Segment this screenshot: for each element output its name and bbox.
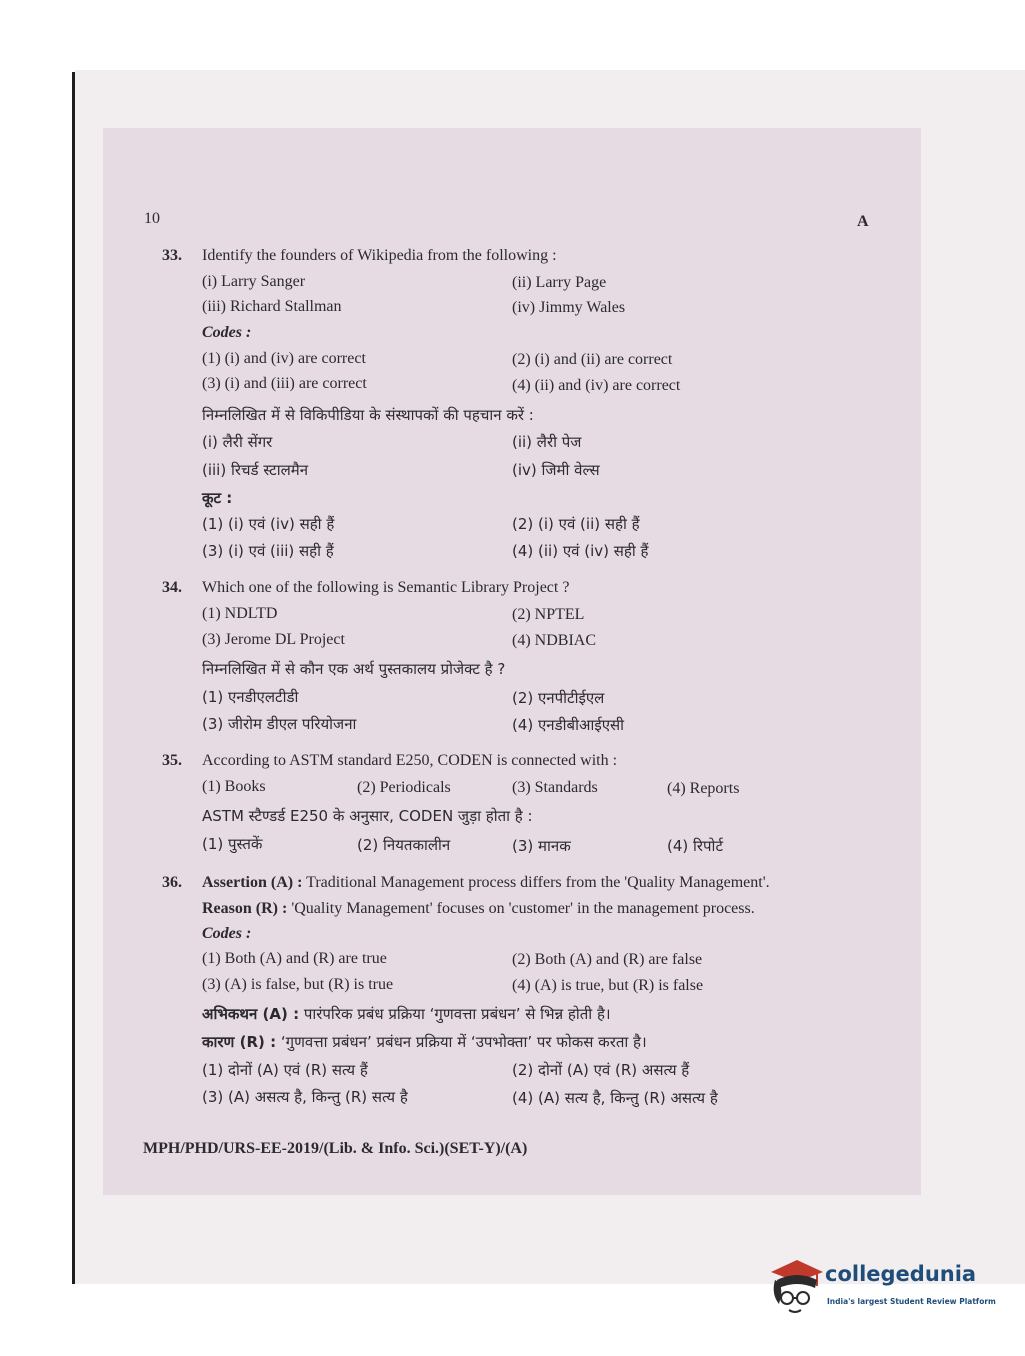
reason-label-hi: कारण (R) :: [202, 1033, 277, 1051]
question-number: 36.: [162, 874, 182, 891]
assertion-text-en: Traditional Management process differs from the 'Quality Management'.: [306, 874, 770, 891]
item-en: (i) Larry Sanger: [202, 273, 306, 290]
option-en: (2) (i) and (ii) are correct: [512, 351, 673, 368]
set-letter: A: [857, 213, 869, 230]
reason-label-en: Reason (R) :: [202, 900, 288, 917]
option-hi: (1) दोनों (A) एवं (R) सत्य हैं: [202, 1061, 368, 1079]
option-hi: (1) (i) एवं (iv) सही हैं: [202, 515, 335, 533]
question-text-hi: निम्नलिखित में से कौन एक अर्थ पुस्तकालय प्रोजेक्ट है ?: [202, 660, 506, 678]
option-en: (4) NDBIAC: [512, 632, 596, 649]
option-hi: (4) रिपोर्ट: [667, 837, 724, 855]
question-number: 35.: [162, 752, 182, 769]
option-hi: (3) मानक: [512, 837, 571, 855]
reason-en: [202, 899, 755, 919]
option-hi: (3) जीरोम डीएल परियोजना: [202, 715, 357, 733]
option-en: (2) Both (A) and (R) are false: [512, 951, 703, 968]
item-en: (ii) Larry Page: [512, 274, 607, 291]
option-hi: (2) नियतकालीन: [357, 836, 451, 854]
option-en: (4) Reports: [667, 780, 740, 797]
option-en: (3) (i) and (iii) are correct: [202, 375, 367, 392]
option-hi: (4) (A) सत्य है, किन्तु (R) असत्य है: [512, 1089, 718, 1107]
assertion-text-hi: पारंपरिक प्रबंध प्रक्रिया ‘गुणवत्ता प्रबंधन’ से भिन्न होती है।: [303, 1005, 611, 1023]
assertion-hi: [202, 1004, 611, 1024]
codes-label-en: Codes :: [202, 925, 252, 942]
option-en: (3) (A) is false, but (R) is true: [202, 976, 394, 993]
option-hi: (2) एनपीटीईएल: [512, 689, 605, 707]
codes-label-hi: कूट :: [202, 489, 233, 507]
option-en: (1) Books: [202, 778, 266, 795]
option-en: (4) (A) is true, but (R) is false: [512, 977, 704, 994]
brand-tagline: India's largest Student Review Platform: [827, 1297, 996, 1306]
option-hi: (2) (i) एवं (ii) सही हैं: [512, 515, 640, 533]
option-hi: (3) (i) एवं (iii) सही हैं: [202, 542, 334, 560]
option-hi: (4) एनडीबीआईएसी: [512, 716, 625, 734]
codes-label-en: Codes :: [202, 324, 252, 341]
assertion-label-hi: अभिकथन (A) :: [202, 1005, 300, 1023]
paper-code: MPH/PHD/URS-EE-2019/(Lib. & Info. Sci.)(SET-Y)/(A): [143, 1140, 528, 1157]
option-en: (4) (ii) and (iv) are correct: [512, 377, 681, 394]
question-text-hi: ASTM स्टैण्डर्ड E250 के अनुसार, CODEN जुड़ा होता है :: [202, 807, 533, 825]
mascot-icon: [765, 1254, 823, 1320]
item-en: (iii) Richard Stallman: [202, 298, 342, 315]
option-hi: (1) एनडीएलटीडी: [202, 688, 299, 706]
option-hi: (4) (ii) एवं (iv) सही हैं: [512, 542, 649, 560]
option-en: (3) Jerome DL Project: [202, 631, 345, 648]
brand-name: collegedunia: [825, 1262, 977, 1286]
item-hi: (ii) लैरी पेज: [512, 433, 582, 451]
question-text-en: Identify the founders of Wikipedia from the following :: [202, 247, 557, 264]
option-en: (1) Both (A) and (R) are true: [202, 950, 387, 967]
option-en: (3) Standards: [512, 779, 598, 796]
reason-hi: [202, 1032, 647, 1052]
item-hi: (iii) रिचर्ड स्टालमैन: [202, 461, 309, 479]
option-hi: (1) पुस्तकें: [202, 835, 263, 853]
question-text-en: According to ASTM standard E250, CODEN is connected with :: [202, 752, 618, 769]
assertion-en: [202, 873, 770, 893]
assertion-label-en: Assertion (A) :: [202, 874, 303, 891]
question-number: 34.: [162, 579, 182, 596]
option-hi: (2) दोनों (A) एवं (R) असत्य हैं: [512, 1061, 690, 1079]
reason-text-hi: ‘गुणवत्ता प्रबंधन’ प्रबंधन प्रक्रिया में ‘उपभोक्ता’ पर फोकस करता है।: [280, 1033, 647, 1051]
option-en: (1) NDLTD: [202, 605, 278, 622]
option-en: (2) Periodicals: [357, 779, 451, 796]
page-number: 10: [144, 210, 160, 227]
item-hi: (i) लैरी सेंगर: [202, 433, 273, 451]
question-text-en: Which one of the following is Semantic Library Project ?: [202, 579, 570, 596]
item-hi: (iv) जिमी वेल्स: [512, 461, 600, 479]
option-en: (2) NPTEL: [512, 606, 585, 623]
collegedunia-logo: [765, 1252, 1005, 1322]
option-hi: (3) (A) असत्य है, किन्तु (R) सत्य है: [202, 1088, 408, 1106]
option-en: (1) (i) and (iv) are correct: [202, 350, 366, 367]
question-text-hi: निम्नलिखित में से विकिपीडिया के संस्थापकों की पहचान करें :: [202, 406, 534, 424]
question-number: 33.: [162, 247, 182, 264]
item-en: (iv) Jimmy Wales: [512, 299, 626, 316]
reason-text-en: 'Quality Management' focuses on 'customer' in the management process.: [291, 900, 755, 917]
